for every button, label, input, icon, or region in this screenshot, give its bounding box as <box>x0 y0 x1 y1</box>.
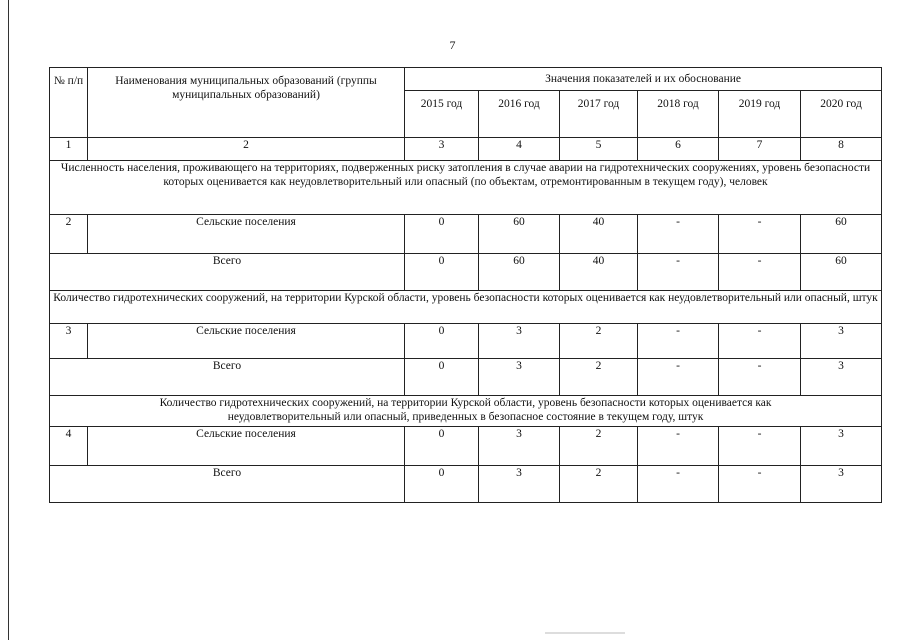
header-year-2020: 2020 год <box>801 91 882 138</box>
row-value: 3 <box>479 324 560 359</box>
total-value: 2 <box>560 466 638 503</box>
section-title: Количество гидротехнических сооружений, на территории Курской области, уровень безопасности которых оценивается как неудовлетворительный или опасный, приведенных в безопасное состояние в текущем году, штук <box>50 396 882 427</box>
total-value: - <box>638 466 719 503</box>
header-year-2016: 2016 год <box>479 91 560 138</box>
total-label: Всего <box>50 466 405 503</box>
row-num: 2 <box>50 215 88 254</box>
header-year-2015: 2015 год <box>405 91 479 138</box>
total-value: - <box>719 359 801 396</box>
header-name: Наименования муниципальных образований (группы муниципальных образований) <box>88 68 405 138</box>
column-number: 7 <box>719 138 801 161</box>
total-label: Всего <box>50 359 405 396</box>
header-year-2019: 2019 год <box>719 91 801 138</box>
row-name: Сельские поселения <box>88 324 405 359</box>
total-row <box>50 466 882 503</box>
row-num: 4 <box>50 427 88 466</box>
total-value: - <box>638 254 719 291</box>
total-value: 0 <box>405 254 479 291</box>
page-number: 7 <box>449 38 456 52</box>
header-year-2018: 2018 год <box>638 91 719 138</box>
row-value: 3 <box>801 324 882 359</box>
column-number-row <box>50 138 882 161</box>
column-number: 1 <box>50 138 88 161</box>
row-name: Сельские поселения <box>88 427 405 466</box>
section-title: Количество гидротехнических сооружений, на территории Курской области, уровень безопасности которых оценивается как неудовлетворительный или опасный, штук <box>50 291 882 324</box>
total-value: 60 <box>479 254 560 291</box>
total-value: 0 <box>405 359 479 396</box>
column-number: 8 <box>801 138 882 161</box>
row-value: - <box>638 324 719 359</box>
row-num: 3 <box>50 324 88 359</box>
row-name: Сельские поселения <box>88 215 405 254</box>
row-value: - <box>638 215 719 254</box>
column-number: 5 <box>560 138 638 161</box>
indicator-table <box>49 67 882 503</box>
total-value: 3 <box>479 359 560 396</box>
row-value: 40 <box>560 215 638 254</box>
total-value: - <box>719 254 801 291</box>
header-year-2017: 2017 год <box>560 91 638 138</box>
row-value: 0 <box>405 427 479 466</box>
row-value: 0 <box>405 324 479 359</box>
total-row <box>50 254 882 291</box>
header-num: № п/п <box>50 68 88 138</box>
row-value: 2 <box>560 324 638 359</box>
total-value: - <box>719 466 801 503</box>
total-row <box>50 359 882 396</box>
column-number: 6 <box>638 138 719 161</box>
row-value: 60 <box>479 215 560 254</box>
total-value: 3 <box>801 466 882 503</box>
total-value: 40 <box>560 254 638 291</box>
total-value: 2 <box>560 359 638 396</box>
table-row <box>50 215 882 254</box>
total-value: 3 <box>479 466 560 503</box>
row-value: 60 <box>801 215 882 254</box>
total-value: - <box>638 359 719 396</box>
total-value: 3 <box>801 359 882 396</box>
column-number: 4 <box>479 138 560 161</box>
row-value: 3 <box>801 427 882 466</box>
row-value: - <box>719 427 801 466</box>
table-row <box>50 324 882 359</box>
table-row <box>50 427 882 466</box>
row-value: - <box>638 427 719 466</box>
column-number: 3 <box>405 138 479 161</box>
row-value: 3 <box>479 427 560 466</box>
total-value: 0 <box>405 466 479 503</box>
total-value: 60 <box>801 254 882 291</box>
page-edge-line <box>8 0 9 640</box>
row-value: 0 <box>405 215 479 254</box>
total-label: Всего <box>50 254 405 291</box>
column-number: 2 <box>88 138 405 161</box>
row-value: - <box>719 324 801 359</box>
scan-artifact <box>545 632 625 634</box>
header-values-group: Значения показателей и их обоснование <box>405 68 882 91</box>
row-value: 2 <box>560 427 638 466</box>
row-value: - <box>719 215 801 254</box>
section-title: Численность населения, проживающего на территориях, подверженных риску затопления в случае аварии на гидротехнических сооружениях, уровень безопасности которых оценивается как неудовлетворительный или опасный (по объектам, отремонтированным в текущем году), человек <box>50 161 882 215</box>
